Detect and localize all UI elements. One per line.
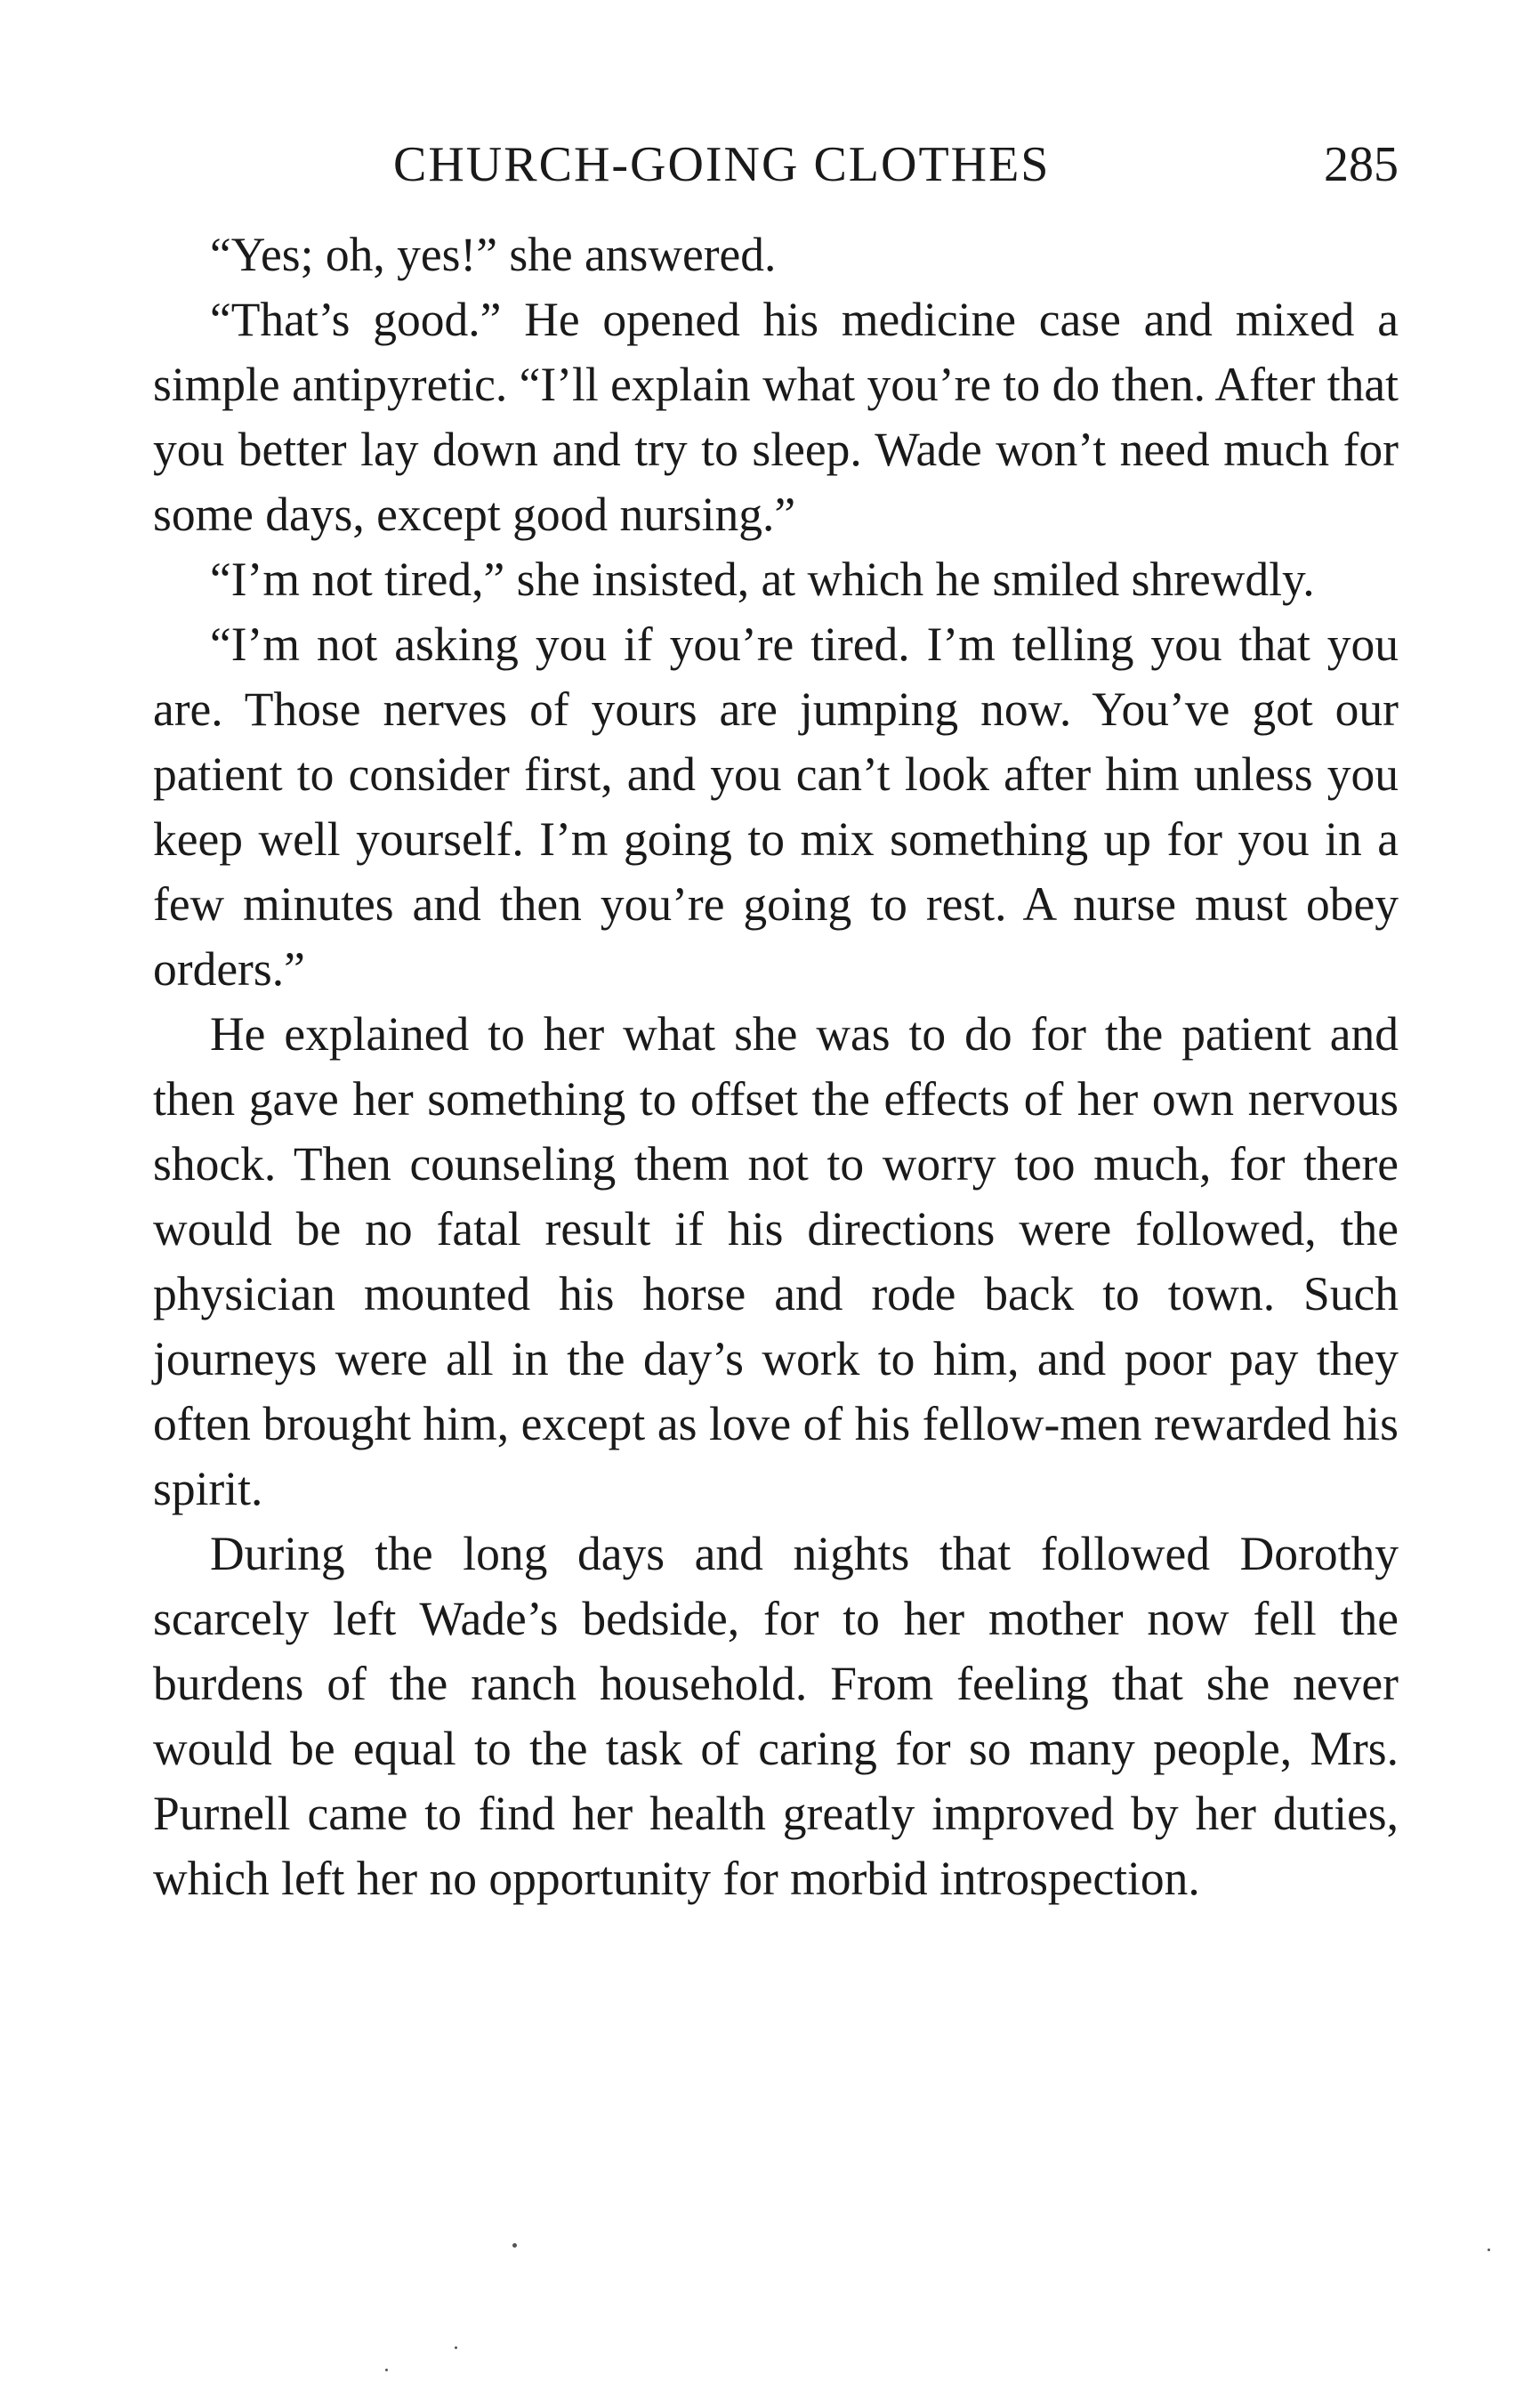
paragraph: “I’m not tired,” she insisted, at which he smiled shrewdly. — [210, 553, 1315, 606]
print-speck — [385, 2369, 388, 2371]
paragraph: “That’s good.” He opened his medicine case and mixed a simple antipyretic. “I’ll explain what you’re to do then. After that you better lay down and try to sleep. Wade won’t need much for some days, except good nursing.” — [153, 293, 1399, 541]
paragraph: “I’m not asking you if you’re tired. I’m telling you that you are. Those nerves of yours are jumping now. You’ve got our patient to consider first, and you can’t look after him unless you keep well yourself. I’m going to mix something up for you in a few minutes and then you’re going to rest. A nurse must obey orders.” — [153, 618, 1399, 996]
running-title: CHURCH-GOING CLOTHES — [393, 137, 1051, 192]
print-speck — [455, 2346, 457, 2349]
print-speck — [512, 2243, 517, 2248]
paragraph: During the long days and nights that followed Dorothy scarcely left Wade’s bedside, for to her mother now fell the burdens of the ranch household. From feeling that she never would be equal to the task of caring for so many people, Mrs. Purnell came to find her health greatly improved by her duties, which left her no opportunity for morbid introspection. — [153, 1527, 1399, 1905]
paragraph: He explained to her what she was to do for the patient and then gave her something to offset the effects of her own nervous shock. Then counseling them not to worry too much, for there would be no fatal result if his directions were followed, the physician mounted his horse and rode back to town. Such journeys were all in the day’s work to him, and poor pay they often brought him, except as love of his fellow-men rewarded his spirit. — [153, 1007, 1399, 1515]
paragraph: “Yes; oh, yes!” she answered. — [210, 228, 777, 281]
body-text — [153, 222, 1399, 1911]
print-speck — [1488, 2249, 1490, 2251]
page-number: 285 — [1324, 137, 1399, 192]
running-head — [153, 133, 1399, 196]
